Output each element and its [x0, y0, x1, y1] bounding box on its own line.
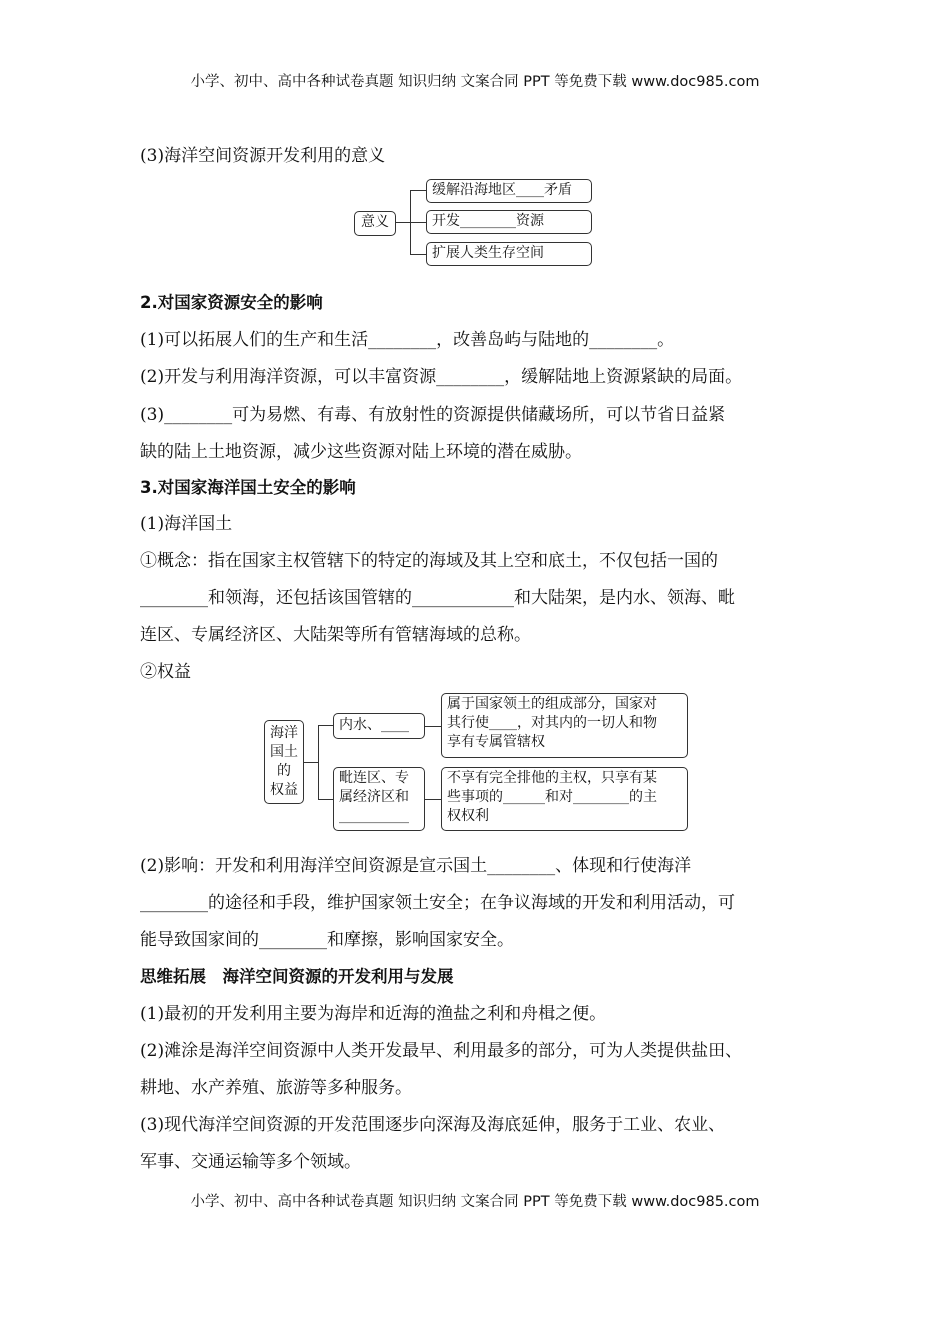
rights-desc-partial: 不享有完全排他的主权，只享有某 些事项的______和对________的主 权权利 — [441, 767, 688, 831]
rights-root: 海洋 国土 的 权益 — [264, 720, 304, 804]
sec3-subtitle-marine-territory: (1)海洋国土 — [140, 514, 233, 534]
concept-line-3: 连区、专属经济区、大陆架等所有管辖海域的总称。 — [140, 625, 531, 645]
page-header: 小学、初中、高中各种试卷真题 知识归纳 文案合同 PPT 等免费下载 www.doc985.com — [190, 74, 760, 90]
page-footer: 小学、初中、高中各种试卷真题 知识归纳 文案合同 PPT 等免费下载 www.doc985.com — [190, 1194, 760, 1210]
sec4-para-3b: 军事、交通运输等多个领域。 — [140, 1152, 361, 1172]
impact-line-3: 能导致国家间的________和摩擦，影响国家安全。 — [140, 930, 514, 950]
rights-title: ②权益 — [140, 662, 191, 682]
rights-desc-sovereignty: 属于国家领土的组成部分，国家对 其行使____，对其内的一切人和物 享有专属管辖权 — [441, 693, 688, 758]
sec4-para-1: (1)最初的开发利用主要为海岸和近海的渔盐之利和舟楫之便。 — [140, 1004, 607, 1024]
meaning-item-2: 开发________资源 — [426, 210, 592, 234]
section-meaning-title: (3)海洋空间资源开发利用的意义 — [140, 146, 386, 166]
impact-line-2: ________的途径和手段，维护国家领土安全；在争议海域的开发和利用活动，可 — [140, 893, 735, 913]
sec4-para-2b: 耕地、水产养殖、旅游等多种服务。 — [140, 1078, 412, 1098]
meaning-item-3: 扩展人类生存空间 — [426, 242, 592, 266]
rights-diagram — [0, 680, 950, 840]
diagram-root-meaning: 意义 — [354, 211, 396, 236]
section-4-title: 思维拓展 海洋空间资源的开发利用与发展 — [140, 967, 454, 986]
sec4-para-3a: (3)现代海洋空间资源的开发范围逐步向深海及海底延伸，服务于工业、农业、 — [140, 1115, 726, 1135]
sec2-para-3a: (3)________可为易燃、有毒、有放射性的资源提供储藏场所，可以节省日益紧 — [140, 405, 726, 425]
sec2-para-3b: 缺的陆上土地资源，减少这些资源对陆上环境的潜在威胁。 — [140, 442, 582, 462]
section-3-title: 3.对国家海洋国土安全的影响 — [140, 478, 356, 497]
section-2-title: 2.对国家资源安全的影响 — [140, 293, 323, 312]
sec2-para-2: (2)开发与利用海洋资源，可以丰富资源________，缓解陆地上资源紧缺的局面。 — [140, 367, 743, 387]
rights-contiguous-zone: 毗连区、专 属经济区和 __________ — [333, 767, 425, 831]
rights-inner-waters: 内水、____ — [333, 713, 425, 739]
concept-line-1: ①概念：指在国家主权管辖下的特定的海域及其上空和底土，不仅包括一国的 — [140, 551, 718, 571]
sec2-para-1: (1)可以拓展人们的生产和生活________，改善岛屿与陆地的________。 — [140, 330, 675, 350]
meaning-diagram — [0, 0, 950, 280]
impact-line-1: (2)影响：开发和利用海洋空间资源是宣示国土________、体现和行使海洋 — [140, 856, 692, 876]
sec4-para-2a: (2)滩涂是海洋空间资源中人类开发最早、利用最多的部分，可为人类提供盐田、 — [140, 1041, 743, 1061]
meaning-item-1: 缓解沿海地区____矛盾 — [426, 179, 592, 203]
concept-line-2: ________和领海，还包括该国管辖的____________和大陆架，是内水、领海、毗 — [140, 588, 735, 608]
